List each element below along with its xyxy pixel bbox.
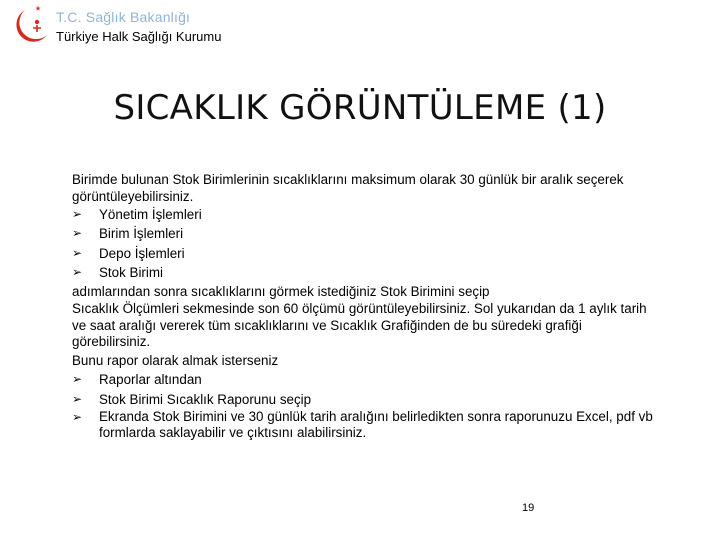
- menu-step-item: [72, 224, 657, 243]
- arrow-bullet-icon: [72, 370, 99, 389]
- slide-header: [0, 0, 720, 60]
- report-step-label: Raporlar altından: [99, 372, 202, 388]
- arrow-bullet-icon: [72, 224, 99, 243]
- menu-step-item: [72, 263, 657, 282]
- arrow-bullet-icon: [72, 390, 99, 409]
- menu-step-label: Yönetim İşlemleri: [99, 207, 202, 222]
- arrow-bullet-icon: [72, 205, 99, 224]
- report-step-item: [72, 409, 657, 442]
- menu-step-label: Stok Birimi: [99, 264, 163, 280]
- page-number: 19: [522, 502, 535, 514]
- menu-step-label: Depo İşlemleri: [99, 245, 185, 261]
- arrow-bullet-icon: [72, 244, 99, 263]
- slide-body: [72, 172, 657, 442]
- slide-title: SICAKLIK GÖRÜNTÜLEME (1): [113, 88, 607, 128]
- menu-step-label: Birim İşlemleri: [99, 226, 184, 242]
- arrow-bullet-icon: [72, 263, 99, 282]
- intro-text: Birimde bulunan Stok Birimlerinin sıcaklıklarını maksimum olarak 30 günlük bir aralık seçerek görüntüleyebilirsiniz.: [72, 172, 624, 204]
- report-step-item: [72, 390, 657, 409]
- menu-step-item: [72, 244, 657, 263]
- ministry-logo-icon: [16, 4, 56, 44]
- after-steps-text: adımlarından sonra sıcaklıklarını görmek istediğiniz Stok Birimini seçip: [72, 284, 490, 300]
- report-step-label: Ekranda Stok Birimini ve 30 günlük tarih aralığını belirledikten sonra raporunuzu Excel, pdf vb formlarda saklayabilir ve çıktısını alabilirsiniz.: [99, 408, 653, 441]
- arrow-bullet-icon: [72, 409, 99, 442]
- report-step-label: Stok Birimi Sıcaklık Raporunu seçip: [99, 391, 312, 407]
- institution-name: Türkiye Halk Sağlığı Kurumu: [56, 29, 222, 44]
- report-step-item: [72, 370, 657, 389]
- ministry-name: T.C. Sağlık Bakanlığı: [56, 9, 191, 25]
- report-intro-text: Bunu rapor olarak almak isterseniz: [72, 352, 279, 368]
- measurement-text: Sıcaklık Ölçümleri sekmesinde son 60 ölçümü görüntüleyebilirsiniz. Sol yukarıdan da 1 aylık tarih ve saat aralığı vererek tüm sıcaklıklarını ve Sıcaklık Grafiğinden de bu süredeki grafiği görebilirsiniz.: [72, 301, 647, 350]
- menu-step-item: [72, 205, 657, 224]
